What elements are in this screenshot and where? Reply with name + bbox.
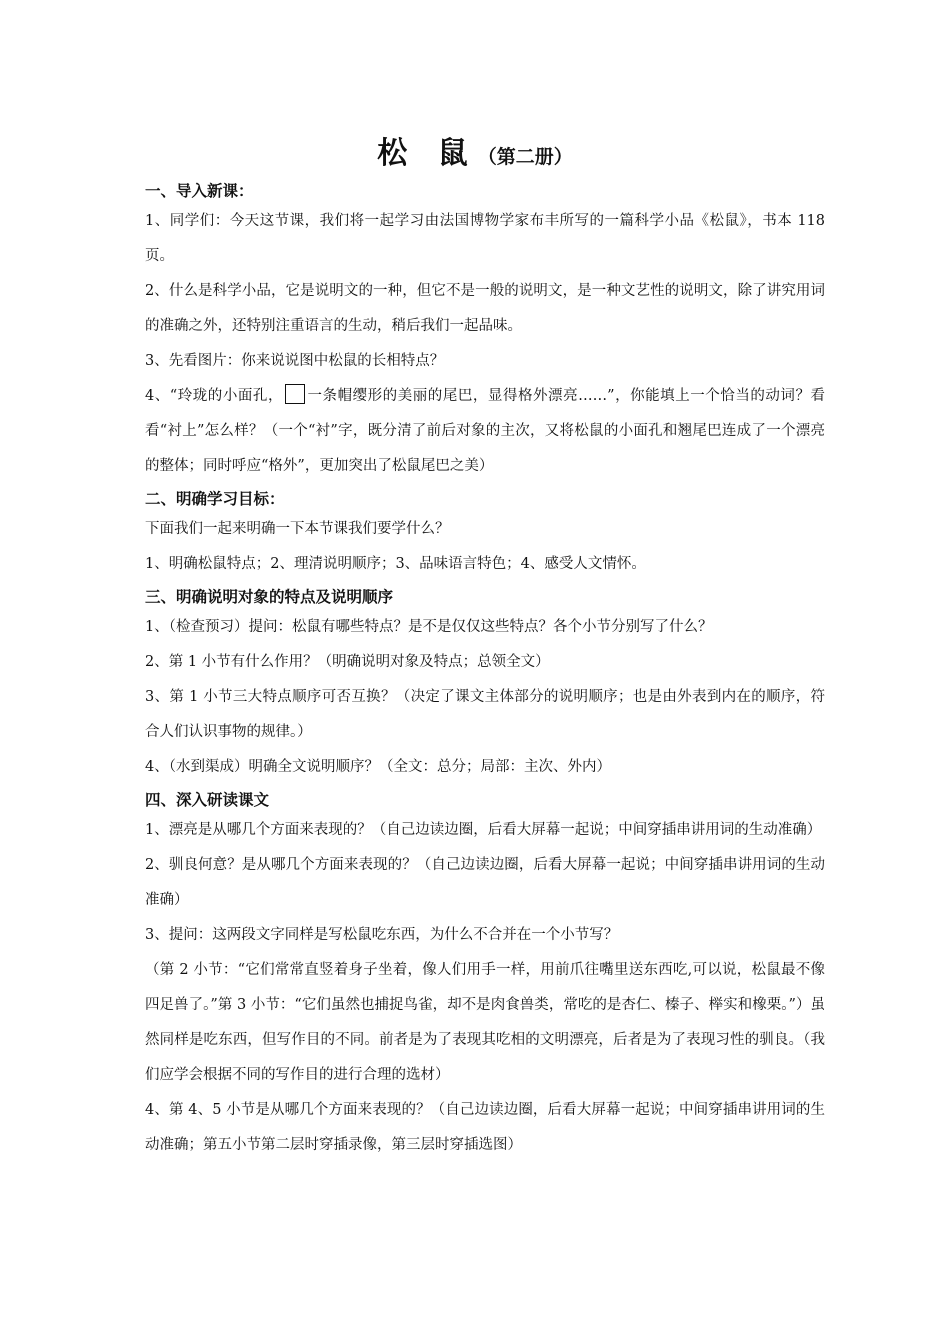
paragraph: 2、第 1 小节有什么作用？（明确说明对象及特点；总领全文） [145,654,550,670]
paragraph: 4、第 4、5 小节是从哪几个方面来表现的？（自己边读边圈，后看大屏幕一起说；中间穿插串讲用词的生动准确；第五小节第二层时穿插录像，第三层时穿插选图） [145,1102,825,1153]
section-heading-2: 二、明确学习目标： [145,490,285,508]
document-title [0,128,950,172]
paragraph: 1、同学们：今天这节课，我们将一起学习由法国博物学家布丰所写的一篇科学小品《松鼠》，书本 118 页。 [145,213,825,264]
title-main: 松 鼠 [377,136,478,171]
paragraph: 2、什么是科学小品，它是说明文的一种，但它不是一般的说明文，是一种文艺性的说明文，除了讲究用词的准确之外，还特别注重语言的生动，稍后我们一起品味。 [145,283,825,334]
section-heading-1: 一、导入新课： [145,182,254,200]
title-subtitle: （第二册） [477,146,573,168]
paragraph: 1、明确松鼠特点；2、理清说明顺序；3、品味语言特色；4、感受人文情怀。 [145,556,646,572]
paragraph: 2、驯良何意？是从哪几个方面来表现的？（自己边读边圈，后看大屏幕一起说；中间穿插串讲用词的生动准确） [145,857,825,908]
paragraph: （第 2 小节：“它们常常直竖着身子坐着，像人们用手一样，用前爪往嘴里送东西吃,可以说，松鼠最不像四足兽了。”第 3 小节：“它们虽然也捕捉鸟雀，却不是肉食兽类，常吃的是杏仁、榛子、榉实和橡栗。”）虽然同样是吃东西，但写作目的不同。前者是为了表现其吃相的文明漂亮，后者是为了表现习性的驯良。（我们应学会根据不同的写作目的进行合理的选材） [145,962,825,1083]
document-body [145,176,825,1163]
section-heading-4: 四、深入研读课文 [145,791,270,809]
paragraph: 1、（检查预习）提问：松鼠有哪些特点？是不是仅仅这些特点？各个小节分别写了什么？ [145,619,713,635]
fill-in-paragraph [145,379,825,484]
paragraph: 3、先看图片：你来说说图中松鼠的长相特点？ [145,353,445,369]
fill-text-before: 4、“玲珑的小面孔， [145,388,283,404]
paragraph: 1、漂亮是从哪几个方面来表现的？（自己边读边圈，后看大屏幕一起说；中间穿插串讲用词的生动准确） [145,822,822,838]
section-heading-3: 三、明确说明对象的特点及说明顺序 [145,588,394,606]
paragraph: 3、提问：这两段文字同样是写松鼠吃东西，为什么不合并在一个小节写？ [145,927,619,943]
paragraph: 4、（水到渠成）明确全文说明顺序？（全文：总分；局部：主次、外内） [145,759,611,775]
paragraph: 下面我们一起来明确一下本节课我们要学什么？ [145,521,450,537]
paragraph: 3、第 1 小节三大特点顺序可否互换？（决定了课文主体部分的说明顺序；也是由外表到内在的顺序，符合人们认识事物的规律。） [145,689,825,740]
fill-in-blank-box [285,384,305,404]
fill-text-after: 一条帽缨形的美丽的尾巴，显得格外漂亮……”，你能填上一个恰当的动词？看看“衬上”怎么样？（一个“衬”字，既分清了前后对象的主次，又将松鼠的小面孔和翘尾巴连成了一个漂亮的整体；同时呼应“格外”，更加突出了松鼠尾巴之美） [145,388,825,474]
